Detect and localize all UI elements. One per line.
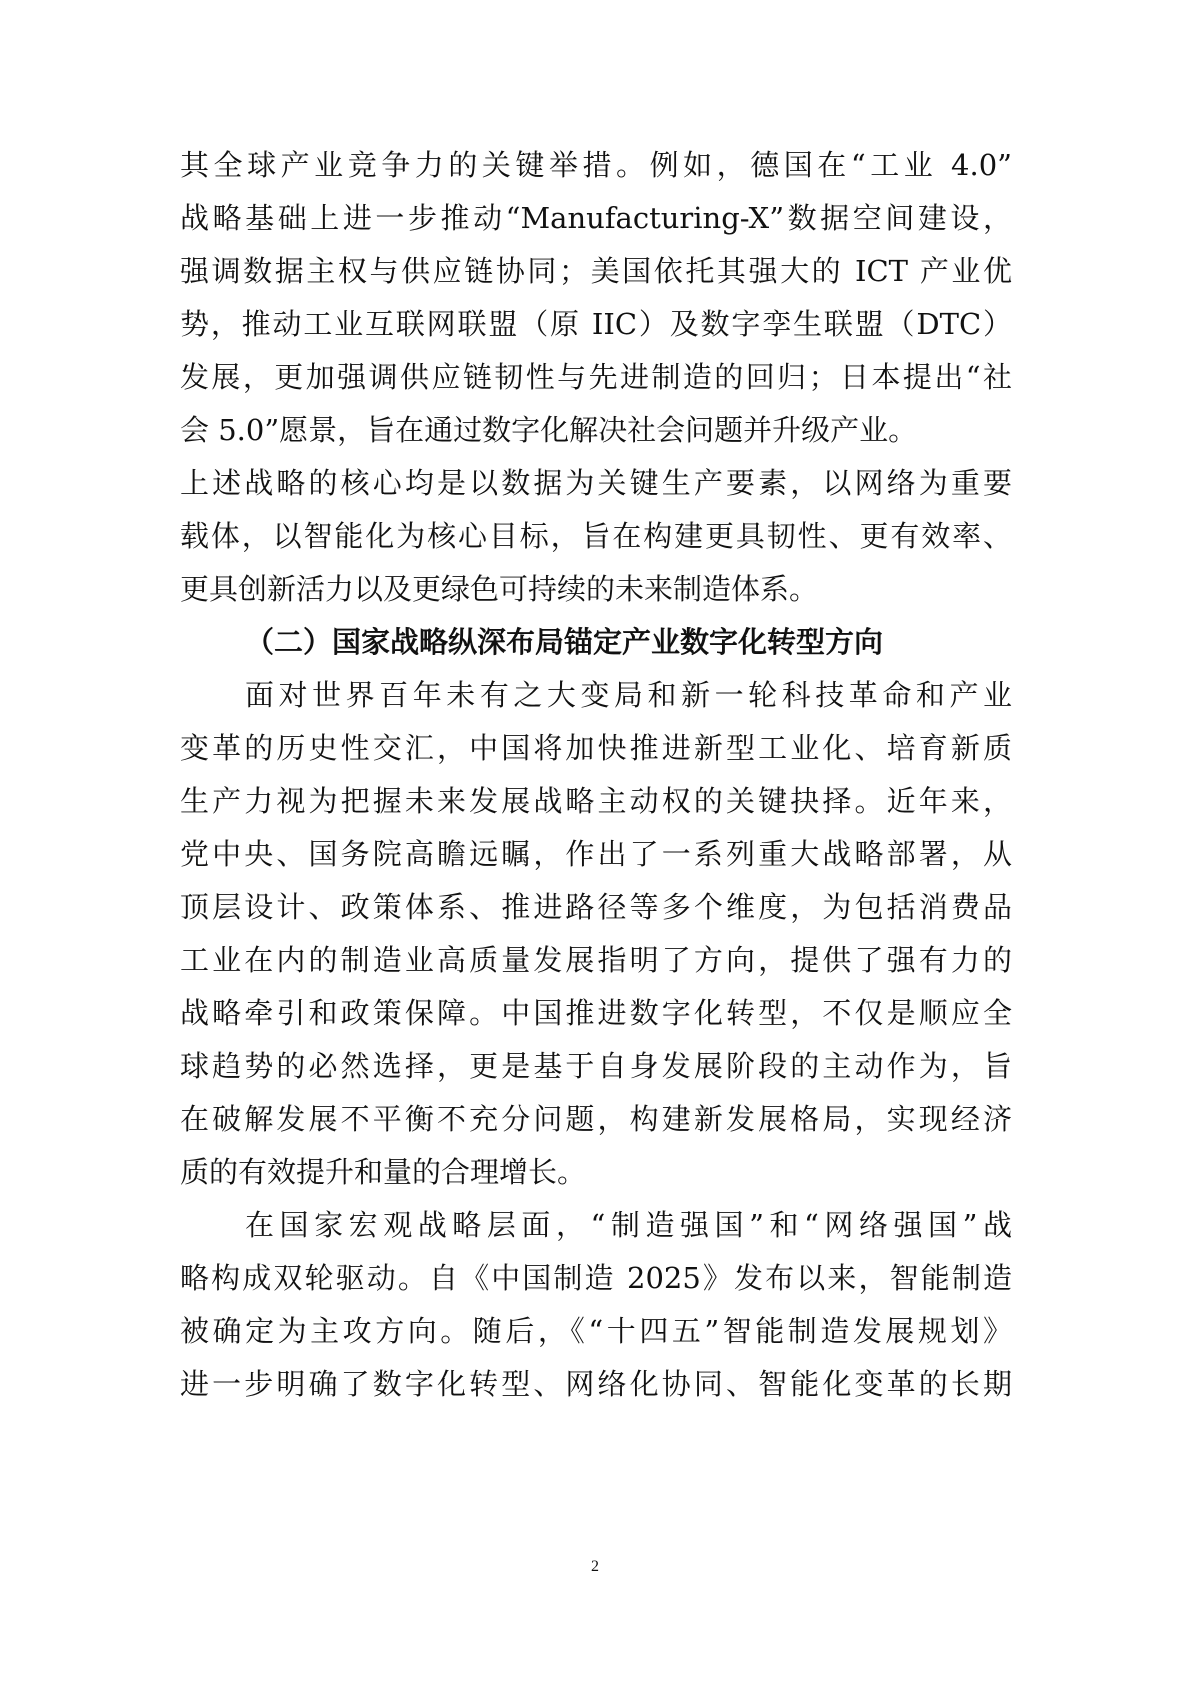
paragraph-line: 在破解发展不平衡不充分问题，构建新发展格局，实现经济 bbox=[180, 1102, 1012, 1136]
paragraph-line: 载体，以智能化为核心目标，旨在构建更具韧性、更有效率、 bbox=[180, 519, 1012, 553]
paragraph-line: 略构成双轮驱动。自《中国制造 2025》发布以来，智能制造 bbox=[180, 1261, 1012, 1295]
paragraph-line: 质的有效提升和量的合理增长。 bbox=[180, 1155, 587, 1189]
paragraph-line: 变革的历史性交汇，中国将加快推进新型工业化、培育新质 bbox=[180, 731, 1012, 765]
paragraph-line: 会 5.0”愿景，旨在通过数字化解决社会问题并升级产业。 bbox=[180, 413, 918, 447]
paragraph-line: 党中央、国务院高瞻远瞩，作出了一系列重大战略部署，从 bbox=[180, 837, 1012, 871]
paragraph-line: 被确定为主攻方向。随后，《“十四五”智能制造发展规划》 bbox=[180, 1314, 1012, 1348]
paragraph-line: 势，推动工业互联网联盟（原 IIC）及数字孪生联盟（DTC） bbox=[180, 307, 1012, 341]
paragraph-line: 强调数据主权与供应链协同；美国依托其强大的 ICT 产业优 bbox=[180, 254, 1012, 288]
paragraph-line: 进一步明确了数字化转型、网络化协同、智能化变革的长期 bbox=[180, 1367, 1012, 1401]
paragraph-line: 生产力视为把握未来发展战略主动权的关键抉择。近年来， bbox=[180, 784, 1012, 818]
section-heading: （二）国家战略纵深布局锚定产业数字化转型方向 bbox=[245, 625, 884, 659]
paragraph-line: 发展，更加强调供应链韧性与先进制造的回归；日本提出“社 bbox=[180, 360, 1012, 394]
paragraph-line: 面对世界百年未有之大变局和新一轮科技革命和产业 bbox=[245, 678, 1012, 712]
paragraph-line: 在国家宏观战略层面，“制造强国”和“网络强国”战 bbox=[245, 1208, 1012, 1242]
paragraph-line: 顶层设计、政策体系、推进路径等多个维度，为包括消费品 bbox=[180, 890, 1012, 924]
paragraph-line: 更具创新活力以及更绿色可持续的未来制造体系。 bbox=[180, 572, 819, 606]
paragraph-line: 球趋势的必然选择，更是基于自身发展阶段的主动作为，旨 bbox=[180, 1049, 1012, 1083]
paragraph-line: 其全球产业竞争力的关键举措。例如，德国在“工业 4.0” bbox=[180, 148, 1012, 182]
paragraph-line: 工业在内的制造业高质量发展指明了方向，提供了强有力的 bbox=[180, 943, 1012, 977]
page-number: 2 bbox=[591, 1558, 599, 1575]
paragraph-line: 上述战略的核心均是以数据为关键生产要素，以网络为重要 bbox=[180, 466, 1012, 500]
paragraph-line: 战略牵引和政策保障。中国推进数字化转型，不仅是顺应全 bbox=[180, 996, 1012, 1030]
paragraph-line: 战略基础上进一步推动“Manufacturing-X”数据空间建设， bbox=[180, 201, 1012, 235]
